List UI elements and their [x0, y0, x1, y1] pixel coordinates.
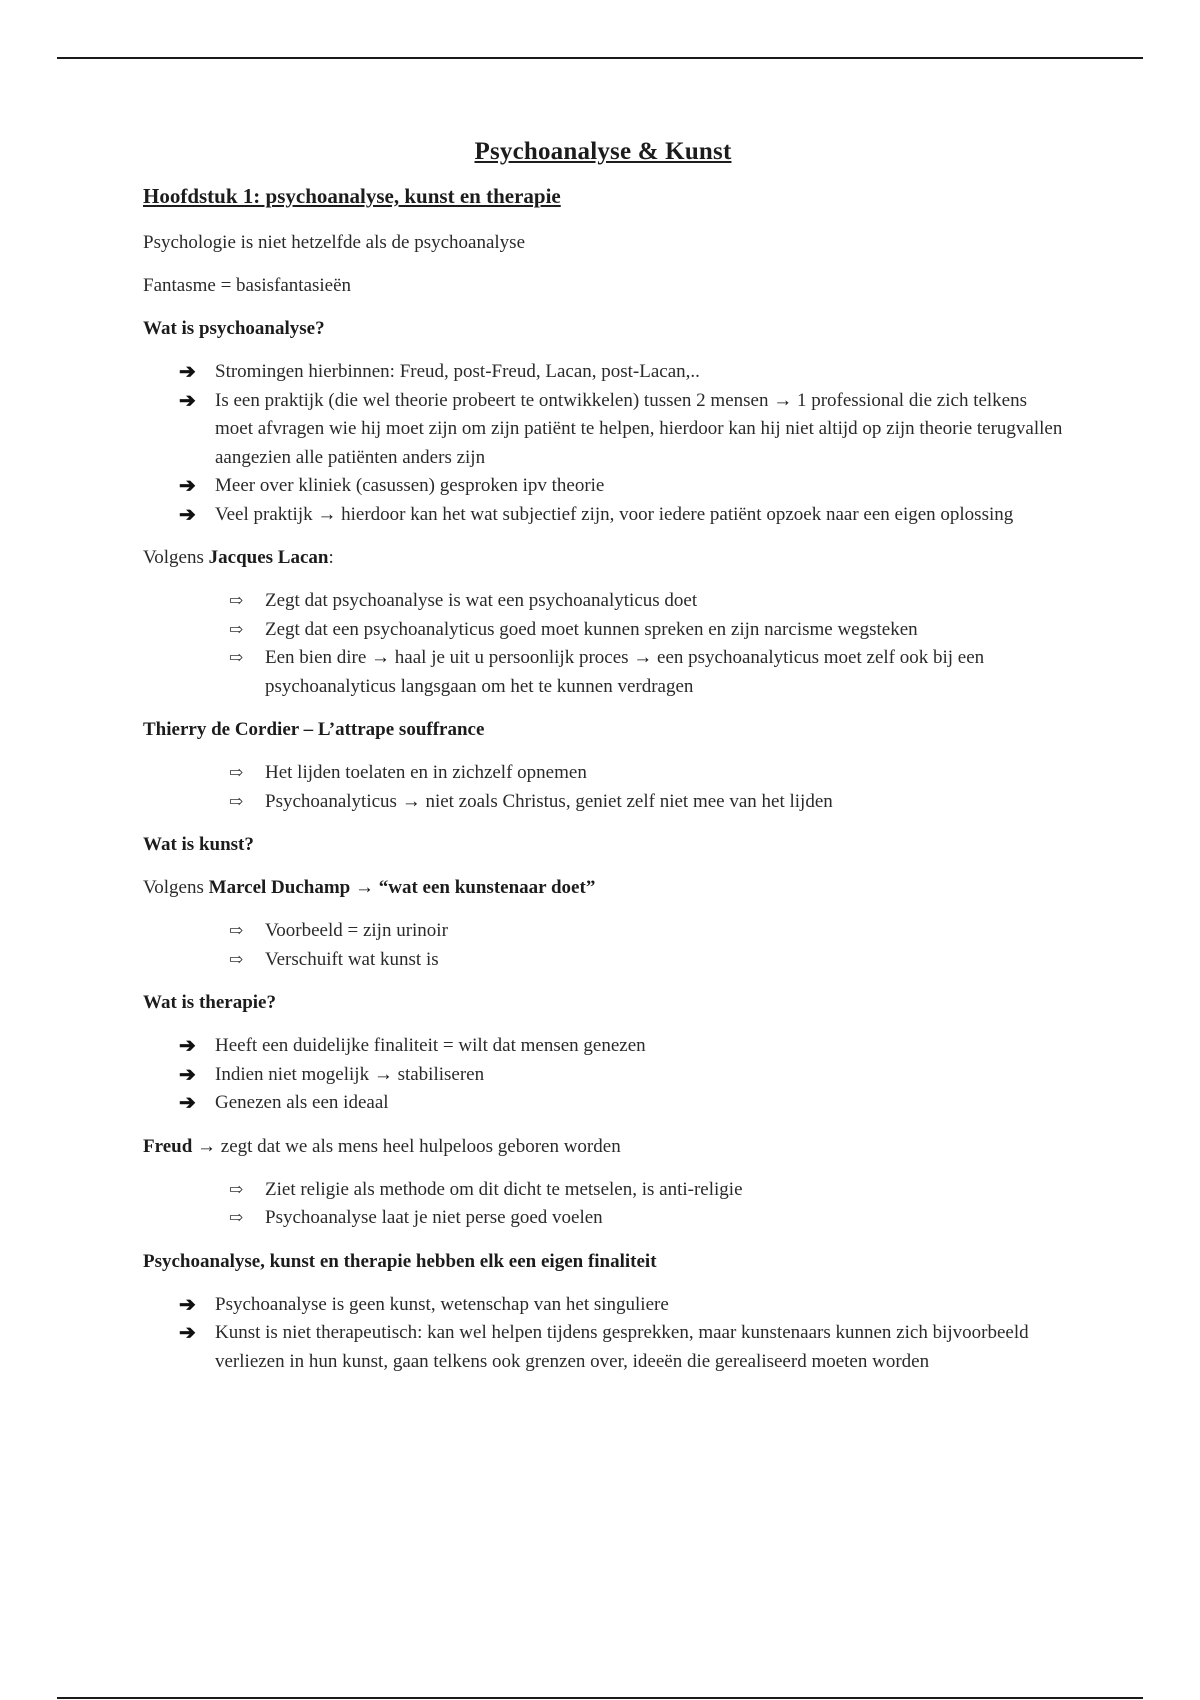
arrow-bullet-icon: ➔: [179, 1035, 196, 1057]
inline-arrow-icon: →: [773, 389, 793, 411]
psychoanalyse-list: [143, 358, 1063, 529]
hollow-arrow-bullet-icon: ⇨: [229, 763, 244, 782]
list-item-text: Verschuift wat kunst is: [265, 948, 439, 970]
hollow-arrow-bullet-icon: ⇨: [229, 619, 244, 639]
arrow-bullet-icon: ➔: [179, 475, 196, 497]
inline-arrow-icon: →: [371, 647, 391, 668]
list-item-text: 1 professional die zich telkens moet afvragen wie hij moet zijn om zijn patiënt te helpen, hierdoor kan hij niet altijd op zijn theorie terugvallen aangezien alle patiënten anders zijn: [215, 389, 1063, 468]
list-item: [143, 1089, 1063, 1118]
therapie-list: [143, 1032, 1063, 1118]
list-item: [143, 1291, 1063, 1320]
list-item: [143, 946, 1063, 975]
hollow-arrow-bullet-icon: ⇨: [229, 921, 244, 940]
intro-paragraph-1: Psychologie is niet hetzelfde als de psychoanalyse: [143, 232, 526, 253]
list-item-text: Psychoanalyse laat je niet perse goed voelen: [265, 1207, 603, 1228]
list-item: [143, 644, 1063, 701]
arrow-bullet-icon: ➔: [179, 1063, 196, 1086]
arrow-bullet-icon: ➔: [179, 389, 196, 412]
arrow-bullet-icon: ➔: [179, 503, 196, 526]
lacan-suffix: :: [328, 547, 334, 568]
list-item: [143, 501, 1063, 530]
document-title: Psychoanalyse & Kunst: [474, 138, 732, 165]
list-item-text: Veel praktijk: [215, 503, 313, 525]
section-heading-therapie: Wat is therapie?: [143, 992, 276, 1013]
arrow-bullet-icon: ➔: [179, 1092, 196, 1114]
duchamp-quote: “wat een kunstenaar doet”: [378, 877, 596, 898]
list-item: [143, 472, 1063, 501]
duchamp-name: Marcel Duchamp: [208, 877, 351, 898]
list-item-text: Psychoanalyse is geen kunst, wetenschap van het singuliere: [215, 1293, 669, 1315]
inline-arrow-icon: →: [197, 1135, 217, 1157]
lacan-list: [143, 587, 1063, 701]
freud-list: [143, 1176, 1063, 1233]
list-item-text: hierdoor kan het wat subjectief zijn, voor iedere patiënt opzoek naar een eigen oplossing: [341, 503, 1014, 525]
bottom-rule: [57, 1697, 1143, 1699]
freud-text: zegt dat we als mens heel hulpeloos geboren worden: [220, 1135, 621, 1157]
chapter-heading: Hoofdstuk 1: psychoanalyse, kunst en therapie: [143, 184, 561, 208]
arrow-bullet-icon: ➔: [179, 1322, 196, 1344]
list-item: [143, 1319, 1063, 1376]
lacan-name: Jacques Lacan: [208, 547, 329, 568]
list-item: [143, 616, 1063, 645]
lacan-prefix: Volgens: [143, 547, 204, 568]
inline-arrow-icon: →: [373, 1063, 393, 1085]
list-item-text: Genezen als een ideaal: [215, 1092, 389, 1113]
hollow-arrow-bullet-icon: ⇨: [229, 1208, 244, 1227]
duchamp-prefix: Volgens: [143, 877, 204, 898]
arrow-bullet-icon: ➔: [179, 361, 196, 383]
freud-intro: [143, 1133, 1063, 1161]
list-item: [143, 358, 1063, 387]
list-item-text: Zegt dat een psychoanalyticus goed moet kunnen spreken en zijn narcisme wegsteken: [265, 618, 918, 640]
lacan-intro: [143, 544, 1063, 572]
list-item-text: Stromingen hierbinnen: Freud, post-Freud, Lacan, post-Lacan,..: [215, 361, 700, 382]
inline-arrow-icon: →: [401, 790, 421, 812]
top-rule: [57, 57, 1143, 59]
freud-name: Freud: [143, 1135, 193, 1157]
list-item-text: Voorbeeld = zijn urinoir: [265, 920, 448, 941]
hollow-arrow-bullet-icon: ⇨: [229, 648, 244, 667]
list-item: [143, 1176, 1063, 1205]
list-item-text: Kunst is niet therapeutisch: kan wel helpen tijdens gesprekken, maar kunstenaars kunnen zich bijvoorbeeld verliezen in hun kunst, gaan telkens ook grenzen over, ideeën die gerealiseerd moeten worden: [215, 1322, 1029, 1372]
section-heading-finaliteit: Psychoanalyse, kunst en therapie hebben elk een eigen finaliteit: [143, 1250, 657, 1272]
list-item-text: Ziet religie als methode om dit dicht te metselen, is anti-religie: [265, 1178, 743, 1200]
list-item: [143, 387, 1063, 473]
hollow-arrow-bullet-icon: ⇨: [229, 1179, 244, 1199]
list-item-text: Het lijden toelaten en in zichzelf opnemen: [265, 762, 587, 783]
list-item-text: haal je uit u persoonlijk proces: [394, 647, 629, 668]
list-item-text: niet zoals Christus, geniet zelf niet mee van het lijden: [425, 790, 833, 812]
intro-paragraph-2: Fantasme = basisfantasieën: [143, 275, 352, 296]
document-page: [143, 138, 1063, 1391]
list-item: [143, 1061, 1063, 1090]
list-item: [143, 587, 1063, 616]
list-item-text: stabiliseren: [397, 1063, 485, 1085]
inline-arrow-icon: →: [355, 877, 374, 898]
section-heading-kunst: Wat is kunst?: [143, 834, 254, 855]
list-item-text: Zegt dat psychoanalyse is wat een psychoanalyticus doet: [265, 590, 698, 611]
section-heading-cordier: Thierry de Cordier – L’attrape souffrance: [143, 719, 485, 740]
inline-arrow-icon: →: [317, 503, 337, 525]
list-item-text: Meer over kliniek (casussen) gesproken ipv theorie: [215, 475, 605, 496]
inline-arrow-icon: →: [633, 647, 653, 668]
list-item-text: Heeft een duidelijke finaliteit = wilt dat mensen genezen: [215, 1035, 646, 1056]
duchamp-intro: [143, 874, 1063, 902]
list-item-text: Is een praktijk (die wel theorie probeert te ontwikkelen) tussen 2 mensen: [215, 389, 769, 411]
list-item-text: een psychoanalyticus moet zelf ook bij een psychoanalyticus langsgaan om het te kunnen verdragen: [265, 647, 985, 697]
arrow-bullet-icon: ➔: [179, 1293, 196, 1316]
section-heading-psychoanalyse: Wat is psychoanalyse?: [143, 318, 325, 339]
list-item-text: Psychoanalyticus: [265, 790, 397, 812]
cordier-list: [143, 759, 1063, 816]
list-item-text: Indien niet mogelijk: [215, 1063, 370, 1085]
list-item-text: Een bien dire: [265, 647, 367, 668]
list-item: [143, 1032, 1063, 1061]
list-item: [143, 788, 1063, 817]
list-item: [143, 1204, 1063, 1233]
kunst-list: [143, 917, 1063, 974]
hollow-arrow-bullet-icon: ⇨: [229, 791, 244, 811]
list-item: [143, 759, 1063, 788]
hollow-arrow-bullet-icon: ⇨: [229, 949, 244, 969]
list-item: [143, 917, 1063, 946]
finaliteit-list: [143, 1291, 1063, 1377]
hollow-arrow-bullet-icon: ⇨: [229, 591, 244, 610]
